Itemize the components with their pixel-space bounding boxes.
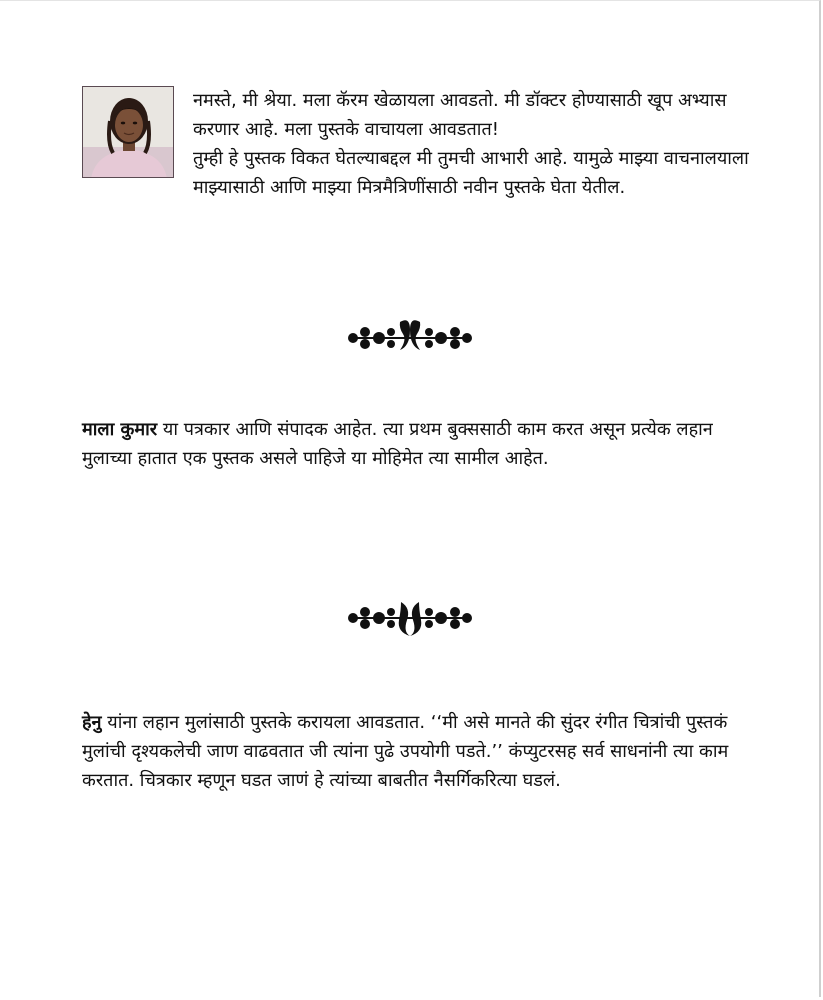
shreya-intro-text: नमस्ते, मी श्रेया. मला कॅरम खेळायला आवडतो. मी डॉक्टर होण्यासाठी खूप अभ्यास करणार आहे. मला पुस्तके वाचायला आवडतात!	[193, 90, 727, 140]
ornament-divider-icon-2	[345, 598, 475, 638]
portrait-photo	[82, 86, 174, 178]
shreya-message	[193, 86, 753, 202]
illustrator-name: हेनु	[82, 712, 102, 733]
illustrator-bio	[82, 708, 747, 795]
ornament-divider-icon	[345, 314, 475, 354]
author-bio	[82, 415, 747, 473]
shreya-thanks-text: तुम्ही हे पुस्तक विकत घेतल्याबद्दल मी तुमची आभारी आहे. यामुळे माझ्या वाचनालयाला माझ्यासाठी आणि माझ्या मित्रमैत्रिणींसाठी नवीन पुस्तके घेता येतील.	[193, 148, 749, 198]
illustrator-bio-text: यांना लहान मुलांसाठी पुस्तके करायला आवडतात. ‘‘मी असे मानते की सुंदर रंगीत चित्रांची पुस्तकं मुलांची दृश्यकलेची जाण वाढवतात जी त्यांना पुढे उपयोगी पडते.’’ कंप्युटरसह सर्व साधनांनी त्या काम करतात. चित्रकार म्हणून घडत जाणं हे त्यांच्या बाबतीत नैसर्गिकरित्या घडलं.	[82, 712, 729, 791]
author-bio-text: या पत्रकार आणि संपादक आहेत. त्या प्रथम बुक्ससाठी काम करत असून प्रत्येक लहान मुलाच्या हातात एक पुस्तक असले पाहिजे या मोहिमेत त्या सामील आहेत.	[82, 419, 713, 469]
author-name: माला कुमार	[82, 419, 158, 440]
girl-portrait-icon	[83, 87, 174, 178]
